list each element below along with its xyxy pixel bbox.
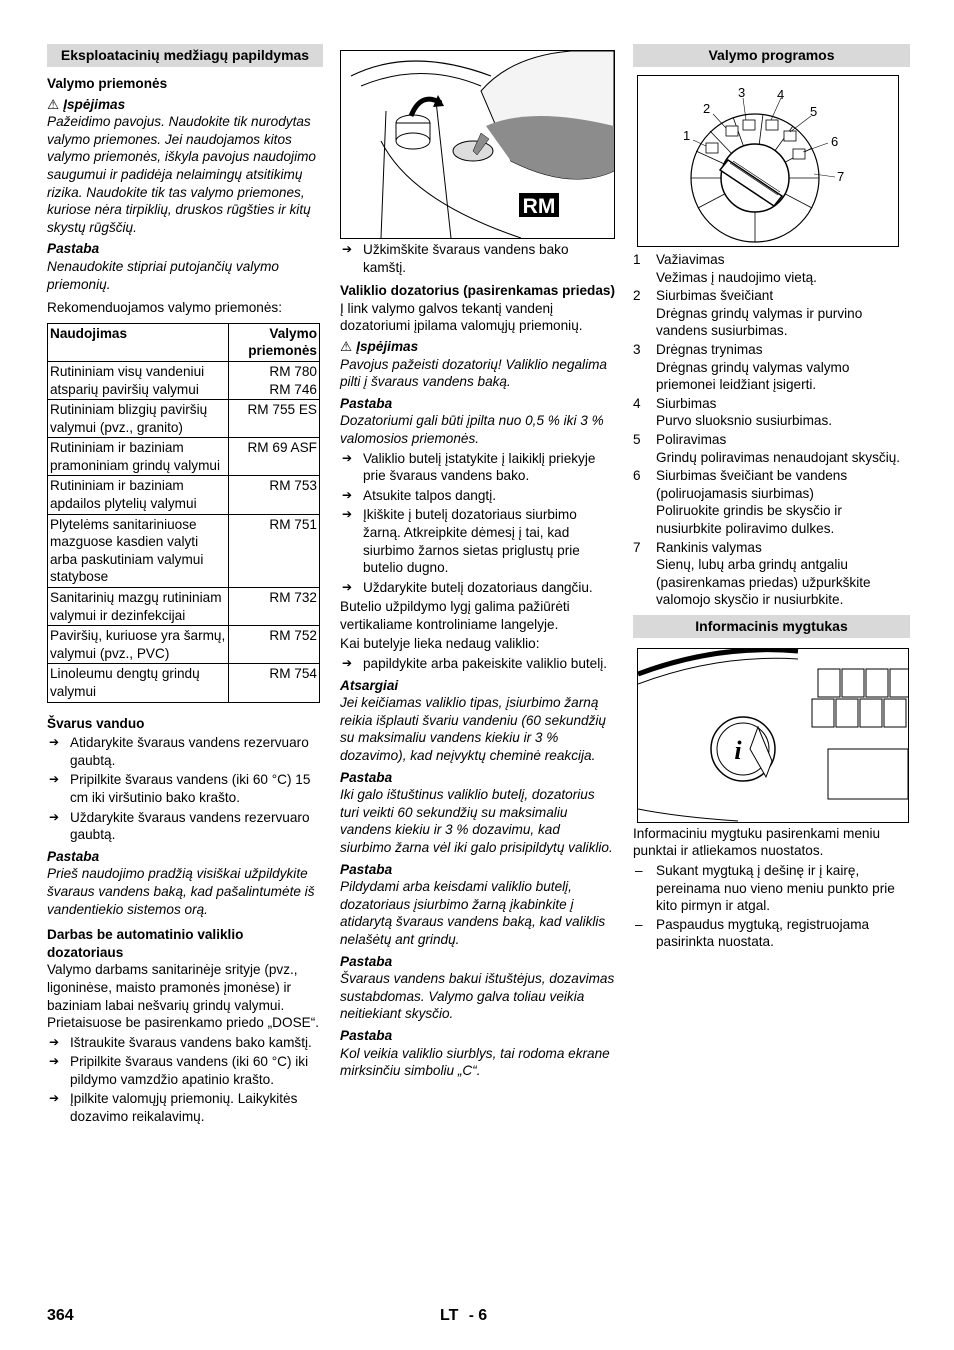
dial-number: 6 xyxy=(831,134,839,149)
table-cell-usage: Rutininiam ir baziniam pramoniniam grindų valymui xyxy=(48,438,229,476)
table-header-agent: Valymo priemonės xyxy=(229,323,320,361)
language-code: LT xyxy=(440,1307,459,1324)
warning-triangle-icon: ⚠ xyxy=(340,338,353,354)
heading-clean-water: Švarus vanduo xyxy=(47,715,145,731)
program-name: Siurbimas xyxy=(656,395,717,411)
caution-text: Jei keičiamas valiklio tipas, įsiurbimo žarną reikia išplauti švariu vandeniu (60 sekundžių su maksimaliu vandens kiekiu ir 3 % dozavimo), kad neįvyktų cheminė reakcija. xyxy=(340,695,606,764)
program-item xyxy=(633,431,910,466)
table-cell-agent: RM 752 xyxy=(229,626,320,664)
program-body xyxy=(656,539,910,609)
note-text: Kol veikia valiklio siurblys, tai rodoma ekrane mirksinčiu simboliu „C“. xyxy=(340,1045,610,1079)
column-left xyxy=(47,44,323,1128)
page-number: 364 xyxy=(47,1307,74,1324)
clean-water-steps xyxy=(47,734,323,844)
note-label: Pastaba xyxy=(340,769,393,785)
table-cell-usage: Rutininiam blizgių paviršių valymui (pvz., granito) xyxy=(48,400,229,438)
note-text: Prieš naudojimo pradžią visiškai užpildykite švaraus vandens baką, kad pašalintumėte iš vandentiekio sistemos orą. xyxy=(47,866,315,917)
refill-illustration xyxy=(340,50,615,239)
step-item: ➔ Valiklio butelį įstatykite į laikiklį priekyje prie švaraus vandens bako. xyxy=(340,450,615,485)
program-body xyxy=(656,431,900,466)
warning-text: Pažeidimo pavojus. Naudokite tik nurodytas valymo priemones. Jei naudojamos kitos valymo priemonės, iškyla pavojus naudojimo saugumui ir padidėja nelaimingų atsitikimų rizika. Naudokite tik tas valymo priemones, kuriose nėra tirpiklių, druskos rūgšties ir kitų skystų rūgščių. xyxy=(47,114,316,235)
program-number: 6 xyxy=(633,468,641,484)
level-text: Butelio užpildymo lygį galima pažiūrėti vertikaliame kontroliniame langelyje. xyxy=(340,599,570,632)
program-description: Purvo sluoksnio susiurbimas. xyxy=(656,413,833,429)
program-item xyxy=(633,395,910,430)
dial-number: 7 xyxy=(837,169,845,184)
refill-drawing xyxy=(341,51,614,238)
table-cell-agent: RM 69 ASF xyxy=(229,438,320,476)
table-cell-usage: Sanitarinių mazgų rutininiam valymui ir dezinfekcijai xyxy=(48,588,229,626)
table-row xyxy=(48,361,320,399)
recommended-text: Rekomenduojamos valymo priemonės: xyxy=(47,300,282,316)
dial-number: 5 xyxy=(810,104,818,119)
step-item: ➔ Pripilkite švaraus vandens (iki 60 °C) 15 cm iki viršutinio bako krašto. xyxy=(47,771,323,806)
table-cell-agent: RM 754 xyxy=(229,664,320,702)
section-title-consumables: Eksploatacinių medžiagų papildymas xyxy=(47,44,323,67)
note-label: Pastaba xyxy=(340,953,393,969)
table-row xyxy=(48,664,320,702)
program-description: Drėgnas grindų valymas ir purvino vandens susiurbimas. xyxy=(656,305,863,339)
program-description: Sienų, lubų arba grindų antgaliu (pasirenkamas priedas) užpurkškite valomojo skysčio ir nusiurbkite. xyxy=(656,557,871,608)
program-body xyxy=(656,287,910,340)
table-row xyxy=(48,400,320,438)
table-cell-agent: RM 780 RM 746 xyxy=(229,361,320,399)
column-right xyxy=(633,44,910,952)
footer-language-page xyxy=(440,1307,487,1325)
table-cell-agent: RM 753 xyxy=(229,476,320,514)
program-number: 7 xyxy=(633,539,641,555)
dial-number: 1 xyxy=(683,128,691,143)
info-button-drawing xyxy=(638,649,908,822)
heading-cleaning-agents: Valymo priemonės xyxy=(47,76,168,91)
program-number: 1 xyxy=(633,252,641,267)
no-doser-text: Valymo darbams sanitarinėje srityje (pvz., ligoninėse, maisto pramonės įmonėse) ir baziniam labai nešvarių grindų valymui. Prietaisuose be pasirenkamo priedo „DOSE“. xyxy=(47,962,320,1031)
table-row xyxy=(48,626,320,664)
warning-label: ⚠ Įspėjimas xyxy=(47,96,126,112)
note-text: Iki galo ištuštinus valiklio butelį, dozatorius turi veikti 60 sekundžių su maksimaliu vandens kiekiu ir 3 % dozavimu, kad siurbimo žarna vėl iki galo prisipildytų valiklio. xyxy=(340,787,613,855)
table-row xyxy=(48,438,320,476)
program-description: Grindų poliravimas nenaudojant skysčių. xyxy=(656,449,901,465)
no-doser-steps xyxy=(47,1034,323,1126)
note-text: Švaraus vandens bakui ištuštėjus, dozavimas sustabdomas. Valymo galva toliau veikia neitiekiant skysčio. xyxy=(340,971,615,1022)
column-middle xyxy=(340,50,615,1082)
table-cell-usage: Paviršių, kuriuose yra šarmų, valymui (pvz., PVC) xyxy=(48,626,229,664)
table-body xyxy=(48,361,320,702)
program-item xyxy=(633,341,910,394)
figure-label: RM xyxy=(522,195,556,218)
table-cell-agent: RM 751 xyxy=(229,514,320,587)
dial-number: 3 xyxy=(738,85,746,100)
note-text: Dozatoriumi gali būti įpilta nuo 0,5 % iki 3 % valomosios priemonės. xyxy=(340,413,604,446)
program-item xyxy=(633,539,910,609)
info-knob-letter: i xyxy=(734,735,742,765)
step-item: ➔ Įpilkite valomųjų priemonių. Laikykitės dozavimo reikalavimų. xyxy=(47,1090,323,1125)
step-close-cap: ➔ Užkimškite švaraus vandens bako kamštį. xyxy=(340,241,615,276)
step-refill: ➔ papildykite arba pakeiskite valiklio butelį. xyxy=(340,655,615,673)
table-row xyxy=(48,514,320,587)
program-name: Važiavimas xyxy=(656,252,725,267)
step-item: ➔ Ištraukite švaraus vandens bako kamštį. xyxy=(47,1034,323,1052)
step-item: ➔ Atidarykite švaraus vandens rezervuaro gaubtą. xyxy=(47,734,323,769)
program-name: Siurbimas šveičiant be vandens (poliruojamasis siurbimas) xyxy=(656,468,848,501)
table-row xyxy=(48,588,320,626)
note-label: Pastaba xyxy=(47,848,100,864)
info-button-text: Informaciniu mygtuku pasirenkami meniu punktai ir atliekamos nuostatos. xyxy=(633,825,881,859)
program-body xyxy=(656,395,832,430)
program-name: Drėgnas trynimas xyxy=(656,341,763,357)
program-name: Poliravimas xyxy=(656,431,727,447)
program-list xyxy=(633,251,910,609)
note-label: Pastaba xyxy=(47,241,100,257)
program-dial-drawing xyxy=(638,76,898,246)
note-label: Pastaba xyxy=(340,395,393,411)
program-description: Vežimas į naudojimo vietą. xyxy=(656,269,817,285)
program-name: Rankinis valymas xyxy=(656,539,762,555)
heading-doser: Valiklio dozatorius (pasirenkamas priedas) xyxy=(340,283,615,299)
info-action-item: – Paspaudus mygtuką, registruojama pasirinkta nuostata. xyxy=(633,916,910,951)
program-number: 2 xyxy=(633,288,641,304)
section-title-programs: Valymo programos xyxy=(633,44,910,67)
program-body xyxy=(656,251,817,286)
table-cell-usage: Linoleumu dengtų grindų valymui xyxy=(48,664,229,702)
program-body xyxy=(656,467,910,537)
program-name: Siurbimas šveičiant xyxy=(656,288,774,304)
warning-triangle-icon: ⚠ xyxy=(47,96,60,112)
section-title-info-button: Informacinis mygtukas xyxy=(633,615,910,638)
info-action-item: – Sukant mygtuką į dešinę ir į kairę, pereinama nuo vieno meniu punkto prie kito pirmyn ir atgal. xyxy=(633,862,910,915)
table-header-usage: Naudojimas xyxy=(48,323,229,361)
warning-text: Pavojus pažeisti dozatorių! Valiklio negalima pilti į švaraus vandens baką. xyxy=(340,356,607,390)
note-label: Pastaba xyxy=(340,861,393,877)
low-level-text: Kai butelyje lieka nedaug valiklio: xyxy=(340,636,540,652)
table-row xyxy=(48,476,320,514)
program-number: 4 xyxy=(633,395,641,411)
dial-number: 2 xyxy=(703,101,711,116)
doser-text: Į link valymo galvos tekantį vandenį dozatoriumi įpilama valomųjų priemonių. xyxy=(340,300,583,334)
program-body xyxy=(656,341,910,394)
heading-no-doser: Darbas be automatinio valiklio dozatoriaus xyxy=(47,927,244,960)
step-item: ➔ Uždarykite švaraus vandens rezervuaro gaubtą. xyxy=(47,809,323,844)
step-item: ➔ Atsukite talpos dangtį. xyxy=(340,487,615,505)
info-button-illustration xyxy=(637,648,909,823)
program-item xyxy=(633,251,910,286)
note-text: Nenaudokite stipriai putojančių valymo priemonių. xyxy=(47,258,279,292)
program-description: Poliruokite grindis be skysčio ir nusiurbkite poliravimo dulkes. xyxy=(656,503,842,536)
step-item: ➔ Pripilkite švaraus vandens (iki 60 °C) iki pildymo vamzdžio apatinio krašto. xyxy=(47,1053,323,1088)
table-cell-agent: RM 755 ES xyxy=(229,400,320,438)
note-text: Pildydami arba keisdami valiklio butelį, dozatoriaus įsiurbimo žarną įkabinkite į atidarytą švaraus vandens baką, kad valiklis nelašėtų ant grindų. xyxy=(340,879,606,947)
section-page: 6 xyxy=(478,1307,488,1324)
separator: - xyxy=(468,1307,474,1324)
warning-label: ⚠ Įspėjimas xyxy=(340,338,419,354)
cleaning-agents-table xyxy=(47,323,320,703)
program-description: Drėgnas grindų valymas valymo priemonei leidžiant įsigerti. xyxy=(656,359,850,393)
step-item: ➔ Uždarykite butelį dozatoriaus dangčiu. xyxy=(340,579,615,597)
program-number: 5 xyxy=(633,431,641,447)
note-label: Pastaba xyxy=(340,1027,393,1043)
caution-label: Atsargiai xyxy=(340,677,399,693)
table-cell-usage: Plytelėms sanitariniuose mazguose kasdien valyti arba paskutiniam valymui statybose xyxy=(48,514,229,587)
step-item: ➔ Įkiškite į butelį dozatoriaus siurbimo žarną. Atkreipkite dėmesį į tai, kad siurbimo žarnos sietas priglustų prie butelio dugno. xyxy=(340,506,615,576)
program-item xyxy=(633,467,910,537)
table-cell-usage: Rutininiam visų vandeniui atsparių paviršių valymui xyxy=(48,361,229,399)
program-item xyxy=(633,287,910,340)
table-cell-agent: RM 732 xyxy=(229,588,320,626)
table-cell-usage: Rutininiam ir baziniam apdailos plytelių valymui xyxy=(48,476,229,514)
program-selector-illustration xyxy=(637,75,899,247)
doser-steps xyxy=(340,450,615,597)
info-button-actions xyxy=(633,862,910,951)
dial-number: 4 xyxy=(777,87,785,102)
program-number: 3 xyxy=(633,341,641,357)
